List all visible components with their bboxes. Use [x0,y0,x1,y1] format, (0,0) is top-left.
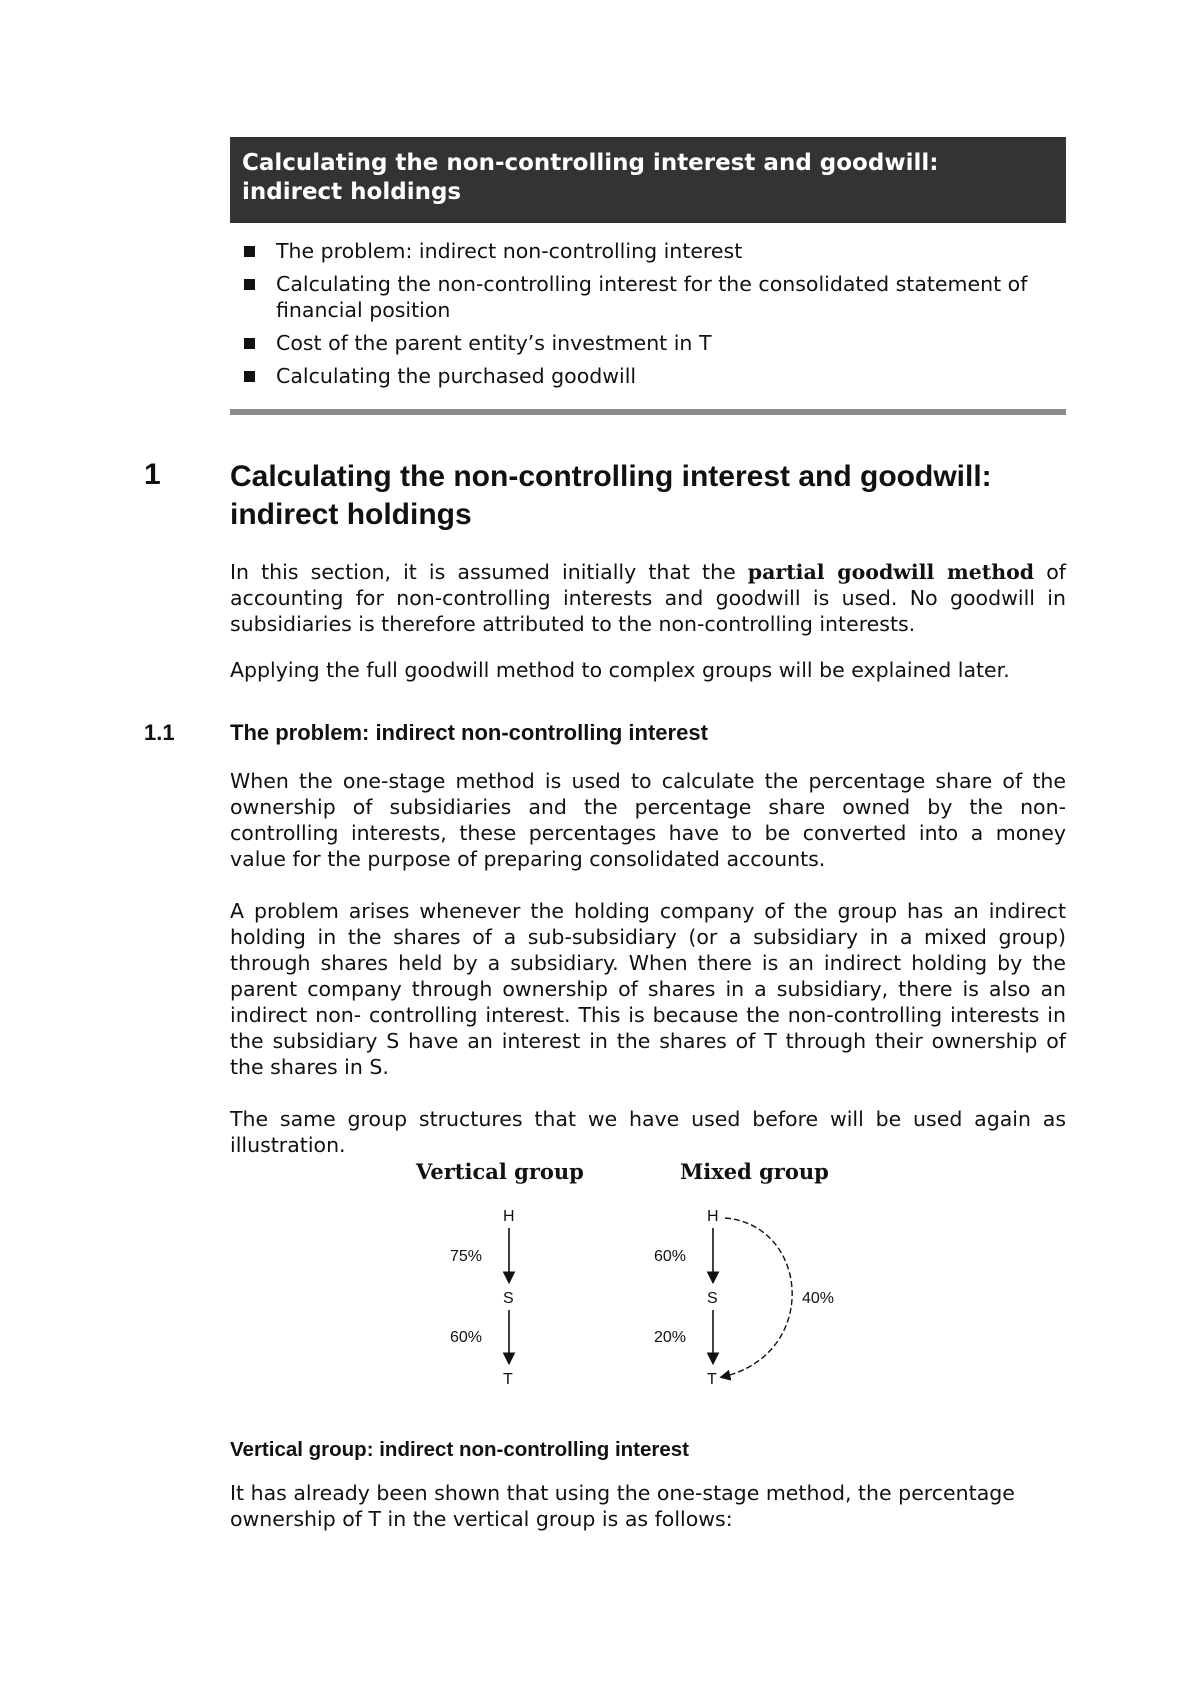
mixed-node-t: T [707,1371,717,1388]
square-bullet-icon [244,246,255,257]
section-paragraph: The same group structures that we have used before will be used again as illustration. [230,1107,1066,1157]
diagram-arrows [400,1155,860,1395]
section-number: 1 [144,458,161,491]
vertical-pct-s-t: 60% [450,1329,483,1346]
vertical-node-h: H [503,1208,515,1225]
section-paragraph: A problem arises whenever the holding company of the group has an indirect holding in the shares of a sub-subsidiary (or a subsidiary in a mixed group) through shares held by a subsidiary. When there is an indirect holding by the parent company through ownership of shares in a subsidiary, there is also an indirect non- controlling interest. This is because the non-controlling interests in the subsidiary S have an interest in the shares of T through their ownership of the shares in S. [230,899,1066,1079]
section-paragraph: When the one-stage method is used to calculate the percentage share of the ownership of subsidiaries and the percentage share owned by the non-controlling interests, these percentages have to be converted into a money value for the purpose of preparing consolidated accounts. [230,769,1066,871]
subheading: Vertical group: indirect non-controlling interest [230,1438,690,1461]
chapter-header-line1: Calculating the non-controlling interest and goodwill: [242,150,939,176]
vertical-node-t: T [503,1371,513,1388]
vertical-group-title: Vertical group [416,1159,584,1184]
square-bullet-icon [244,338,255,349]
mixed-node-s: S [707,1290,718,1307]
section-paragraph: It has already been shown that using the one-stage method, the percentage ownership of T in the vertical group is as follows: [230,1481,1015,1531]
mixed-pct-s-t: 20% [654,1329,687,1346]
square-bullet-icon [244,279,255,290]
emphasis-term: partial goodwill method [747,560,1035,584]
mixed-pct-h-s: 60% [654,1248,687,1265]
contents-divider [230,409,1066,415]
group-structure-diagram [400,1155,860,1395]
section-paragraph: Applying the full goodwill method to complex groups will be explained later. [230,658,1010,682]
mixed-group-title: Mixed group [680,1159,829,1184]
subsection-title: The problem: indirect non-controlling interest [230,720,708,745]
contents-item: The problem: indirect non-controlling interest [230,238,1066,264]
subsection-number: 1.1 [144,720,175,745]
square-bullet-icon [244,371,255,382]
vertical-node-s: S [503,1290,514,1307]
contents-list [230,238,1066,396]
chapter-header-line2: indirect holdings [242,179,462,205]
section-paragraph: In this section, it is assumed initially that the partial goodwill method of accounting for non-controlling interests and goodwill is used. No goodwill in subsidiaries is therefore attributed to the non-controlling interests. [230,560,1066,636]
contents-item: Calculating the purchased goodwill [230,363,1066,389]
mixed-pct-h-t: 40% [802,1290,835,1307]
contents-item: Calculating the non-controlling interest for the consolidated statement of financial position [230,271,1066,323]
section-title: Calculating the non-controlling interest and goodwill: indirect holdings [230,460,992,531]
vertical-pct-h-s: 75% [450,1248,483,1265]
mixed-arrow-h-t [722,1218,792,1377]
chapter-header-box [230,137,1066,223]
contents-item: Cost of the parent entity’s investment in T [230,330,1066,356]
mixed-node-h: H [707,1208,719,1225]
